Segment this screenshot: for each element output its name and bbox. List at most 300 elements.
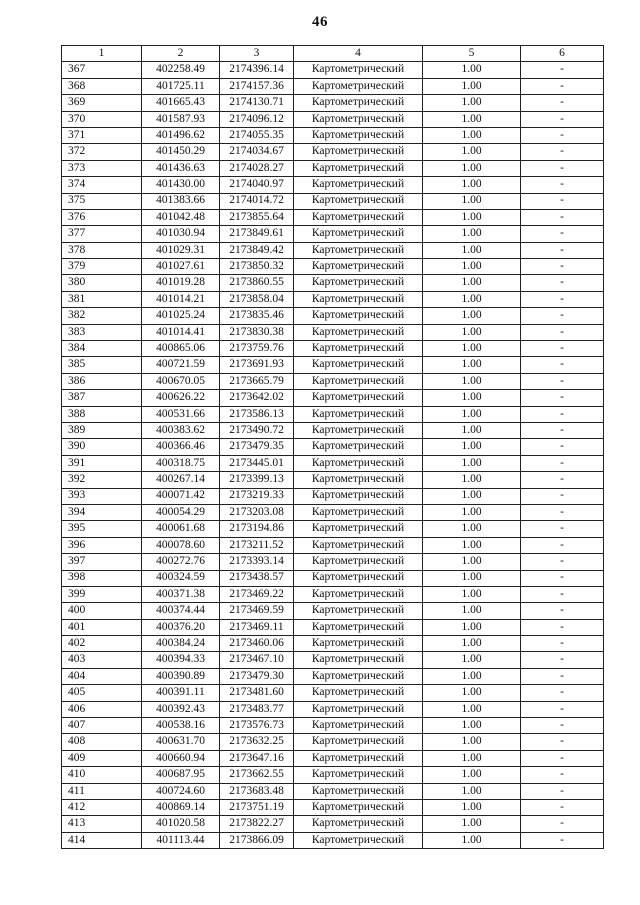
method-cell: Картометрический (294, 767, 423, 783)
x-coordinate-cell: 400721.59 (142, 357, 220, 373)
accuracy-cell: 1.00 (423, 586, 521, 602)
accuracy-cell: 1.00 (423, 341, 521, 357)
y-coordinate-cell: 2173576.73 (220, 718, 294, 734)
accuracy-cell: 1.00 (423, 308, 521, 324)
note-cell: - (521, 78, 604, 94)
point-number-cell: 370 (62, 111, 142, 127)
method-cell: Картометрический (294, 95, 423, 111)
point-number-cell: 407 (62, 718, 142, 734)
point-number-cell: 396 (62, 537, 142, 553)
table-row (62, 390, 604, 406)
table-row (62, 308, 604, 324)
method-cell: Картометрический (294, 472, 423, 488)
note-cell: - (521, 259, 604, 275)
method-cell: Картометрический (294, 586, 423, 602)
point-number-cell: 397 (62, 554, 142, 570)
y-coordinate-cell: 2173642.02 (220, 390, 294, 406)
x-coordinate-cell: 400376.20 (142, 619, 220, 635)
x-coordinate-cell: 400631.70 (142, 734, 220, 750)
x-coordinate-cell: 400054.29 (142, 504, 220, 520)
note-cell: - (521, 504, 604, 520)
note-cell: - (521, 324, 604, 340)
table-row (62, 95, 604, 111)
note-cell: - (521, 291, 604, 307)
x-coordinate-cell: 400374.44 (142, 603, 220, 619)
x-coordinate-cell: 401042.48 (142, 209, 220, 225)
note-cell: - (521, 783, 604, 799)
method-cell: Картометрический (294, 193, 423, 209)
method-cell: Картометрический (294, 537, 423, 553)
method-cell: Картометрический (294, 226, 423, 242)
table-row (62, 439, 604, 455)
note-cell: - (521, 373, 604, 389)
table-row (62, 275, 604, 291)
accuracy-cell: 1.00 (423, 521, 521, 537)
table-row (62, 799, 604, 815)
note-cell: - (521, 832, 604, 848)
note-cell: - (521, 439, 604, 455)
table-row (62, 357, 604, 373)
table-row (62, 619, 604, 635)
point-number-cell: 367 (62, 62, 142, 78)
method-cell: Картометрический (294, 439, 423, 455)
note-cell: - (521, 586, 604, 602)
method-cell: Картометрический (294, 603, 423, 619)
accuracy-cell: 1.00 (423, 554, 521, 570)
x-coordinate-cell: 401587.93 (142, 111, 220, 127)
table-row (62, 226, 604, 242)
table-row (62, 291, 604, 307)
table-row (62, 767, 604, 783)
y-coordinate-cell: 2173483.77 (220, 701, 294, 717)
x-coordinate-cell: 400071.42 (142, 488, 220, 504)
method-cell: Картометрический (294, 816, 423, 832)
x-coordinate-cell: 401025.24 (142, 308, 220, 324)
note-cell: - (521, 554, 604, 570)
table-row (62, 127, 604, 143)
y-coordinate-cell: 2173858.04 (220, 291, 294, 307)
point-number-cell: 388 (62, 406, 142, 422)
table-row (62, 193, 604, 209)
table-row (62, 750, 604, 766)
note-cell: - (521, 521, 604, 537)
method-cell: Картометрический (294, 341, 423, 357)
note-cell: - (521, 95, 604, 111)
table-row (62, 586, 604, 602)
accuracy-cell: 1.00 (423, 62, 521, 78)
note-cell: - (521, 341, 604, 357)
x-coordinate-cell: 401030.94 (142, 226, 220, 242)
table-row (62, 242, 604, 258)
point-number-cell: 410 (62, 767, 142, 783)
table-row (62, 718, 604, 734)
y-coordinate-cell: 2173683.48 (220, 783, 294, 799)
accuracy-cell: 1.00 (423, 570, 521, 586)
y-coordinate-cell: 2174040.97 (220, 177, 294, 193)
table-row (62, 488, 604, 504)
point-number-cell: 408 (62, 734, 142, 750)
y-coordinate-cell: 2173586.13 (220, 406, 294, 422)
method-cell: Картометрический (294, 242, 423, 258)
table-row (62, 209, 604, 225)
table-row (62, 554, 604, 570)
note-cell: - (521, 209, 604, 225)
note-cell: - (521, 488, 604, 504)
note-cell: - (521, 570, 604, 586)
point-number-cell: 386 (62, 373, 142, 389)
accuracy-cell: 1.00 (423, 750, 521, 766)
method-cell: Картометрический (294, 357, 423, 373)
y-coordinate-cell: 2174096.12 (220, 111, 294, 127)
x-coordinate-cell: 400670.05 (142, 373, 220, 389)
method-cell: Картометрический (294, 324, 423, 340)
point-number-cell: 392 (62, 472, 142, 488)
method-cell: Картометрический (294, 554, 423, 570)
x-coordinate-cell: 401450.29 (142, 144, 220, 160)
accuracy-cell: 1.00 (423, 127, 521, 143)
y-coordinate-cell: 2174157.36 (220, 78, 294, 94)
point-number-cell: 403 (62, 652, 142, 668)
point-number-cell: 395 (62, 521, 142, 537)
point-number-cell: 384 (62, 341, 142, 357)
table-row (62, 324, 604, 340)
y-coordinate-cell: 2173665.79 (220, 373, 294, 389)
x-coordinate-cell: 400869.14 (142, 799, 220, 815)
table-row (62, 455, 604, 471)
accuracy-cell: 1.00 (423, 406, 521, 422)
table-row (62, 472, 604, 488)
point-number-cell: 379 (62, 259, 142, 275)
y-coordinate-cell: 2173835.46 (220, 308, 294, 324)
accuracy-cell: 1.00 (423, 472, 521, 488)
accuracy-cell: 1.00 (423, 816, 521, 832)
accuracy-cell: 1.00 (423, 275, 521, 291)
x-coordinate-cell: 402258.49 (142, 62, 220, 78)
point-number-cell: 391 (62, 455, 142, 471)
y-coordinate-cell: 2173479.35 (220, 439, 294, 455)
column-header-2: 2 (142, 46, 220, 62)
accuracy-cell: 1.00 (423, 160, 521, 176)
accuracy-cell: 1.00 (423, 603, 521, 619)
x-coordinate-cell: 400391.11 (142, 685, 220, 701)
column-header-4: 4 (294, 46, 423, 62)
method-cell: Картометрический (294, 111, 423, 127)
x-coordinate-cell: 401019.28 (142, 275, 220, 291)
method-cell: Картометрический (294, 259, 423, 275)
note-cell: - (521, 718, 604, 734)
note-cell: - (521, 111, 604, 127)
accuracy-cell: 1.00 (423, 291, 521, 307)
accuracy-cell: 1.00 (423, 111, 521, 127)
point-number-cell: 383 (62, 324, 142, 340)
x-coordinate-cell: 401430.00 (142, 177, 220, 193)
column-header-6: 6 (521, 46, 604, 62)
table-row (62, 259, 604, 275)
note-cell: - (521, 390, 604, 406)
table-row (62, 832, 604, 848)
table-row (62, 177, 604, 193)
table-row (62, 144, 604, 160)
x-coordinate-cell: 401665.43 (142, 95, 220, 111)
accuracy-cell: 1.00 (423, 832, 521, 848)
accuracy-cell: 1.00 (423, 537, 521, 553)
y-coordinate-cell: 2174130.71 (220, 95, 294, 111)
note-cell: - (521, 357, 604, 373)
note-cell: - (521, 455, 604, 471)
note-cell: - (521, 537, 604, 553)
point-number-cell: 405 (62, 685, 142, 701)
note-cell: - (521, 472, 604, 488)
note-cell: - (521, 144, 604, 160)
method-cell: Картометрический (294, 521, 423, 537)
x-coordinate-cell: 400392.43 (142, 701, 220, 717)
y-coordinate-cell: 2173438.57 (220, 570, 294, 586)
method-cell: Картометрический (294, 685, 423, 701)
accuracy-cell: 1.00 (423, 488, 521, 504)
point-number-cell: 373 (62, 160, 142, 176)
table-row (62, 78, 604, 94)
point-number-cell: 368 (62, 78, 142, 94)
point-number-cell: 412 (62, 799, 142, 815)
y-coordinate-cell: 2173662.55 (220, 767, 294, 783)
table-row (62, 636, 604, 652)
y-coordinate-cell: 2173481.60 (220, 685, 294, 701)
accuracy-cell: 1.00 (423, 652, 521, 668)
method-cell: Картометрический (294, 718, 423, 734)
y-coordinate-cell: 2173647.16 (220, 750, 294, 766)
x-coordinate-cell: 400390.89 (142, 668, 220, 684)
note-cell: - (521, 685, 604, 701)
coordinates-table (61, 45, 604, 849)
accuracy-cell: 1.00 (423, 504, 521, 520)
x-coordinate-cell: 400384.24 (142, 636, 220, 652)
table-row (62, 783, 604, 799)
note-cell: - (521, 308, 604, 324)
note-cell: - (521, 652, 604, 668)
accuracy-cell: 1.00 (423, 177, 521, 193)
method-cell: Картометрический (294, 209, 423, 225)
table-row (62, 603, 604, 619)
point-number-cell: 404 (62, 668, 142, 684)
accuracy-cell: 1.00 (423, 439, 521, 455)
x-coordinate-cell: 400394.33 (142, 652, 220, 668)
y-coordinate-cell: 2173850.32 (220, 259, 294, 275)
table-body (62, 62, 604, 849)
note-cell: - (521, 636, 604, 652)
method-cell: Картометрический (294, 619, 423, 635)
accuracy-cell: 1.00 (423, 636, 521, 652)
y-coordinate-cell: 2173469.11 (220, 619, 294, 635)
point-number-cell: 394 (62, 504, 142, 520)
x-coordinate-cell: 401020.58 (142, 816, 220, 832)
x-coordinate-cell: 400078.60 (142, 537, 220, 553)
x-coordinate-cell: 400267.14 (142, 472, 220, 488)
y-coordinate-cell: 2173691.93 (220, 357, 294, 373)
y-coordinate-cell: 2173855.64 (220, 209, 294, 225)
page-number: 46 (312, 14, 328, 30)
accuracy-cell: 1.00 (423, 193, 521, 209)
method-cell: Картометрический (294, 177, 423, 193)
y-coordinate-cell: 2173632.25 (220, 734, 294, 750)
method-cell: Картометрический (294, 275, 423, 291)
note-cell: - (521, 275, 604, 291)
x-coordinate-cell: 401014.21 (142, 291, 220, 307)
x-coordinate-cell: 401383.66 (142, 193, 220, 209)
point-number-cell: 409 (62, 750, 142, 766)
point-number-cell: 376 (62, 209, 142, 225)
method-cell: Картометрический (294, 422, 423, 438)
point-number-cell: 385 (62, 357, 142, 373)
accuracy-cell: 1.00 (423, 734, 521, 750)
method-cell: Картометрический (294, 799, 423, 815)
method-cell: Картометрический (294, 488, 423, 504)
y-coordinate-cell: 2173860.55 (220, 275, 294, 291)
note-cell: - (521, 160, 604, 176)
x-coordinate-cell: 400865.06 (142, 341, 220, 357)
point-number-cell: 389 (62, 422, 142, 438)
table-row (62, 62, 604, 78)
x-coordinate-cell: 401725.11 (142, 78, 220, 94)
point-number-cell: 374 (62, 177, 142, 193)
y-coordinate-cell: 2173866.09 (220, 832, 294, 848)
point-number-cell: 413 (62, 816, 142, 832)
x-coordinate-cell: 400538.16 (142, 718, 220, 734)
accuracy-cell: 1.00 (423, 685, 521, 701)
point-number-cell: 382 (62, 308, 142, 324)
accuracy-cell: 1.00 (423, 455, 521, 471)
accuracy-cell: 1.00 (423, 767, 521, 783)
x-coordinate-cell: 401436.63 (142, 160, 220, 176)
accuracy-cell: 1.00 (423, 259, 521, 275)
note-cell: - (521, 127, 604, 143)
table-row (62, 816, 604, 832)
accuracy-cell: 1.00 (423, 390, 521, 406)
y-coordinate-cell: 2173467.10 (220, 652, 294, 668)
method-cell: Картометрический (294, 308, 423, 324)
column-header-1: 1 (62, 46, 142, 62)
method-cell: Картометрический (294, 160, 423, 176)
accuracy-cell: 1.00 (423, 718, 521, 734)
method-cell: Картометрический (294, 504, 423, 520)
y-coordinate-cell: 2174034.67 (220, 144, 294, 160)
y-coordinate-cell: 2173759.76 (220, 341, 294, 357)
method-cell: Картометрический (294, 636, 423, 652)
point-number-cell: 380 (62, 275, 142, 291)
method-cell: Картометрический (294, 406, 423, 422)
x-coordinate-cell: 400660.94 (142, 750, 220, 766)
x-coordinate-cell: 401113.44 (142, 832, 220, 848)
x-coordinate-cell: 400366.46 (142, 439, 220, 455)
method-cell: Картометрический (294, 62, 423, 78)
note-cell: - (521, 193, 604, 209)
method-cell: Картометрический (294, 701, 423, 717)
method-cell: Картометрический (294, 783, 423, 799)
method-cell: Картометрический (294, 832, 423, 848)
table-row (62, 341, 604, 357)
note-cell: - (521, 750, 604, 766)
x-coordinate-cell: 400626.22 (142, 390, 220, 406)
x-coordinate-cell: 400531.66 (142, 406, 220, 422)
x-coordinate-cell: 400272.76 (142, 554, 220, 570)
point-number-cell: 375 (62, 193, 142, 209)
accuracy-cell: 1.00 (423, 242, 521, 258)
method-cell: Картометрический (294, 144, 423, 160)
y-coordinate-cell: 2174396.14 (220, 62, 294, 78)
column-header-3: 3 (220, 46, 294, 62)
y-coordinate-cell: 2173849.42 (220, 242, 294, 258)
note-cell: - (521, 668, 604, 684)
table-row (62, 668, 604, 684)
point-number-cell: 411 (62, 783, 142, 799)
y-coordinate-cell: 2173479.30 (220, 668, 294, 684)
note-cell: - (521, 62, 604, 78)
point-number-cell: 414 (62, 832, 142, 848)
x-coordinate-cell: 401029.31 (142, 242, 220, 258)
table-row (62, 537, 604, 553)
point-number-cell: 402 (62, 636, 142, 652)
y-coordinate-cell: 2173751.19 (220, 799, 294, 815)
y-coordinate-cell: 2173469.22 (220, 586, 294, 602)
point-number-cell: 393 (62, 488, 142, 504)
method-cell: Картометрический (294, 570, 423, 586)
accuracy-cell: 1.00 (423, 209, 521, 225)
method-cell: Картометрический (294, 127, 423, 143)
y-coordinate-cell: 2173194.86 (220, 521, 294, 537)
table-row (62, 406, 604, 422)
point-number-cell: 406 (62, 701, 142, 717)
point-number-cell: 378 (62, 242, 142, 258)
accuracy-cell: 1.00 (423, 701, 521, 717)
table-row (62, 160, 604, 176)
y-coordinate-cell: 2173399.13 (220, 472, 294, 488)
accuracy-cell: 1.00 (423, 783, 521, 799)
accuracy-cell: 1.00 (423, 422, 521, 438)
y-coordinate-cell: 2173830.38 (220, 324, 294, 340)
method-cell: Картометрический (294, 734, 423, 750)
point-number-cell: 372 (62, 144, 142, 160)
y-coordinate-cell: 2174055.35 (220, 127, 294, 143)
note-cell: - (521, 701, 604, 717)
method-cell: Картометрический (294, 78, 423, 94)
x-coordinate-cell: 401496.62 (142, 127, 220, 143)
x-coordinate-cell: 400318.75 (142, 455, 220, 471)
table-row (62, 373, 604, 389)
point-number-cell: 369 (62, 95, 142, 111)
y-coordinate-cell: 2173849.61 (220, 226, 294, 242)
y-coordinate-cell: 2173460.06 (220, 636, 294, 652)
x-coordinate-cell: 400383.62 (142, 422, 220, 438)
y-coordinate-cell: 2173393.14 (220, 554, 294, 570)
accuracy-cell: 1.00 (423, 95, 521, 111)
accuracy-cell: 1.00 (423, 78, 521, 94)
accuracy-cell: 1.00 (423, 324, 521, 340)
note-cell: - (521, 422, 604, 438)
y-coordinate-cell: 2174028.27 (220, 160, 294, 176)
point-number-cell: 399 (62, 586, 142, 602)
method-cell: Картометрический (294, 373, 423, 389)
table-row (62, 685, 604, 701)
accuracy-cell: 1.00 (423, 799, 521, 815)
note-cell: - (521, 603, 604, 619)
note-cell: - (521, 177, 604, 193)
point-number-cell: 398 (62, 570, 142, 586)
table-row (62, 504, 604, 520)
table-row (62, 734, 604, 750)
table-row (62, 422, 604, 438)
note-cell: - (521, 767, 604, 783)
note-cell: - (521, 242, 604, 258)
x-coordinate-cell: 400371.38 (142, 586, 220, 602)
